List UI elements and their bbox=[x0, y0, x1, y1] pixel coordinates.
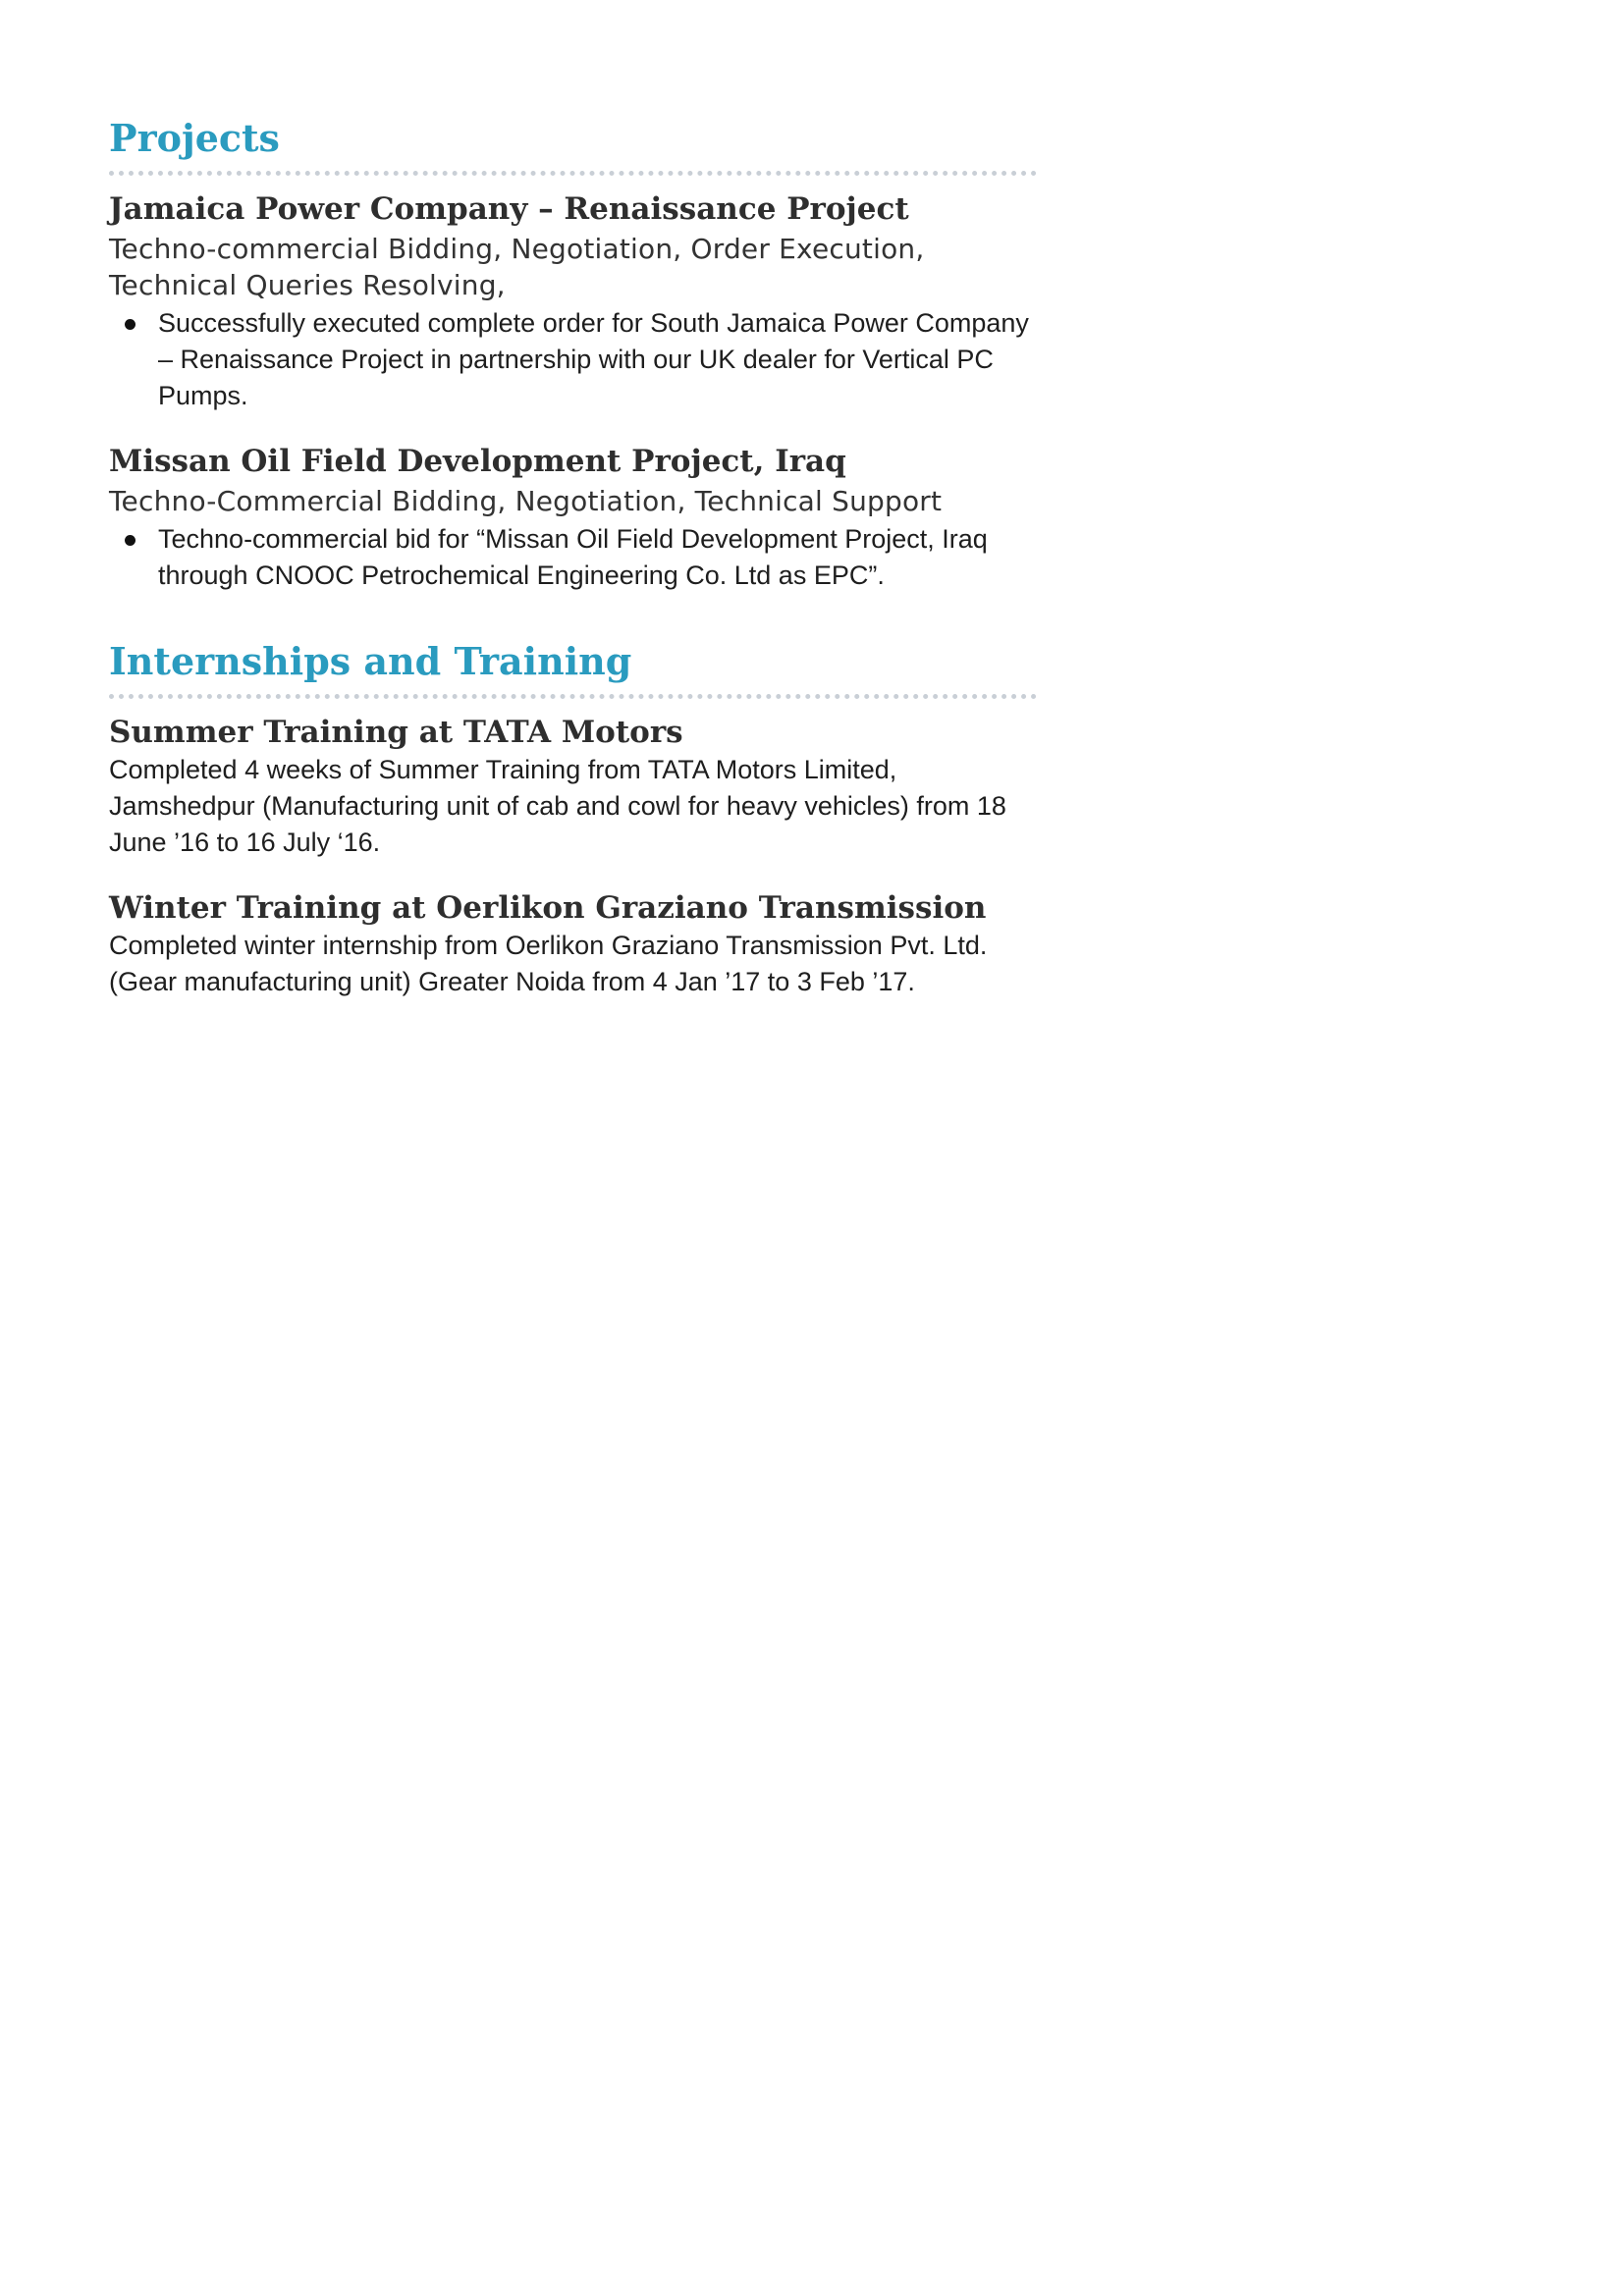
dotted-divider bbox=[109, 171, 1037, 176]
project-subtitle-line: Techno-Commercial Bidding, Negotiation, Technical Support bbox=[109, 485, 943, 518]
project-entry bbox=[109, 189, 1037, 414]
project-title: Jamaica Power Company – Renaissance Project bbox=[109, 190, 909, 227]
training-entry bbox=[109, 713, 1037, 861]
training-description: Completed winter internship from Oerlikon Graziano Transmission Pvt. Ltd. (Gear manufacturing unit) Greater Noida from 4 Jan ’17 to 3 Feb ’17. bbox=[109, 931, 988, 997]
training-title: Winter Training at Oerlikon Graziano Transmission bbox=[109, 890, 987, 927]
bullet-text: Techno-commercial bid for “Missan Oil Field Development Project, Iraq through CNOOC Petrochemical Engineering Co. Ltd as EPC”. bbox=[158, 524, 988, 591]
resume-page bbox=[109, 116, 1037, 1045]
dotted-divider bbox=[109, 694, 1037, 699]
bullet-item bbox=[109, 521, 1037, 594]
training-description: Completed 4 weeks of Summer Training from TATA Motors Limited, Jamshedpur (Manufacturing unit of cab and cowl for heavy vehicles) from 18 June ’16 to 16 July ‘16. bbox=[109, 755, 1006, 858]
projects-section bbox=[109, 116, 1037, 594]
project-title: Missan Oil Field Development Project, Iraq bbox=[109, 443, 846, 479]
bullet-icon bbox=[125, 535, 135, 546]
training-entry bbox=[109, 888, 1037, 1000]
project-subtitle-line: Techno-commercial Bidding, Negotiation, Order Execution, bbox=[109, 232, 925, 265]
project-subtitle-line: Technical Queries Resolving, bbox=[109, 268, 506, 301]
bullet-list bbox=[109, 305, 1037, 414]
bullet-item bbox=[109, 305, 1037, 414]
section-title-projects: Projects bbox=[109, 116, 280, 160]
section-title-internships: Internships and Training bbox=[109, 639, 632, 684]
internships-section bbox=[109, 639, 1037, 1000]
project-entry bbox=[109, 442, 1037, 594]
bullet-list bbox=[109, 521, 1037, 594]
bullet-icon bbox=[125, 319, 135, 330]
training-title: Summer Training at TATA Motors bbox=[109, 714, 683, 750]
bullet-text: Successfully executed complete order for South Jamaica Power Company – Renaissance Project in partnership with our UK dealer for Vertical PC Pumps. bbox=[158, 307, 1029, 410]
